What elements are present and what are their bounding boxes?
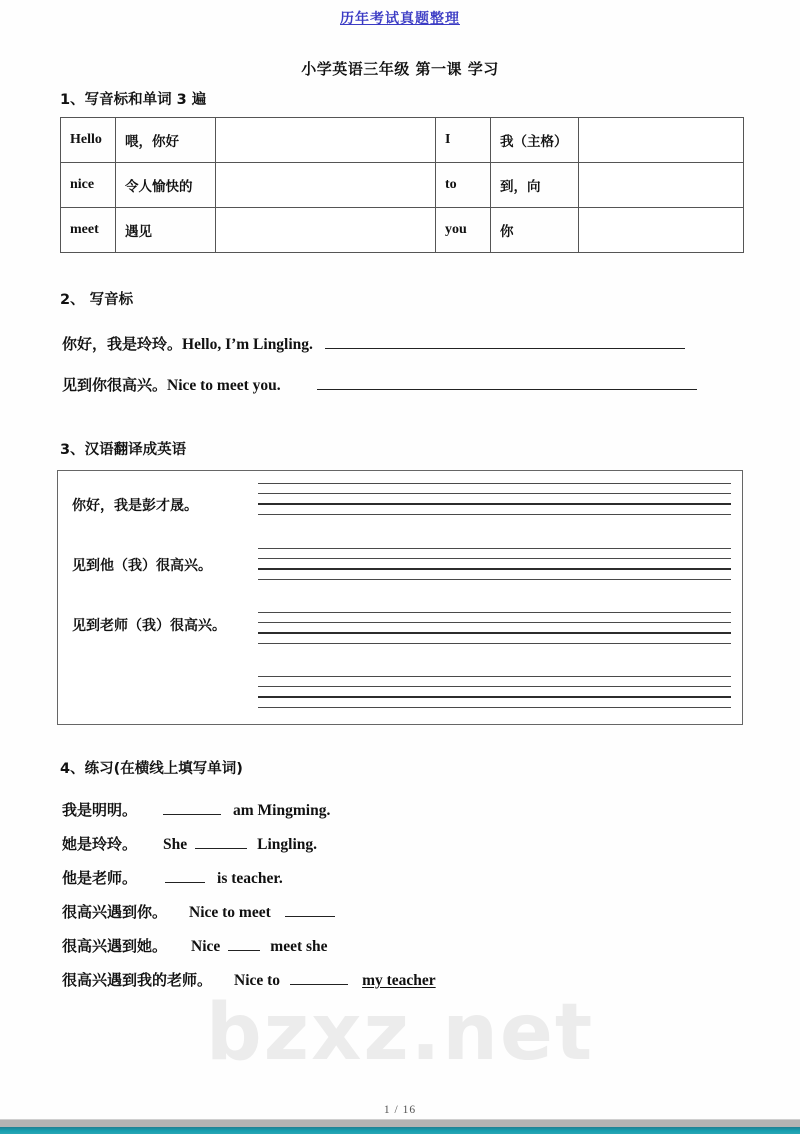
practice-left[interactable] bbox=[216, 118, 436, 163]
phonetic-cn-2: 见到你很高兴。 bbox=[62, 376, 168, 394]
exercise-answer-6: my teacher bbox=[362, 972, 436, 989]
meaning-right: 我（主格） bbox=[491, 118, 579, 163]
meaning-left: 遇见 bbox=[116, 208, 216, 253]
exercise-blank-1[interactable] bbox=[163, 802, 221, 815]
table-row bbox=[61, 208, 744, 253]
rule-line bbox=[258, 483, 731, 484]
rule-line bbox=[258, 558, 731, 559]
phonetic-en-1: Hello, I’m Lingling. bbox=[182, 336, 313, 353]
exercise-cn-2: 她是玲玲。 bbox=[62, 835, 138, 853]
exercise-post-1: am Mingming. bbox=[233, 802, 331, 819]
exercise-row-3 bbox=[62, 867, 283, 888]
phonetic-row-1 bbox=[62, 333, 685, 354]
rule-line bbox=[258, 622, 731, 623]
exercise-pre-4: Nice to meet bbox=[189, 904, 271, 921]
rule-line-baseline bbox=[258, 568, 731, 570]
translation-prompts bbox=[58, 471, 255, 724]
section-1-heading: 1、写音标和单词 3 遍 bbox=[60, 92, 207, 108]
rule-line bbox=[258, 643, 731, 644]
exercise-blank-5[interactable] bbox=[228, 938, 260, 951]
rule-line-baseline bbox=[258, 696, 731, 698]
watermark-bzxz: bzxz.net bbox=[205, 988, 595, 1078]
vocabulary-table bbox=[60, 117, 744, 253]
exercise-post-2: Lingling. bbox=[257, 836, 318, 853]
writing-rule-group-2[interactable] bbox=[258, 548, 731, 589]
practice-right[interactable] bbox=[579, 208, 744, 253]
exercise-row-5 bbox=[62, 935, 328, 956]
rule-line bbox=[258, 514, 731, 515]
exercise-blank-3[interactable] bbox=[165, 870, 205, 883]
practice-right[interactable] bbox=[579, 118, 744, 163]
meaning-left: 喂，你好 bbox=[116, 118, 216, 163]
exercise-cn-3: 他是老师。 bbox=[62, 869, 138, 887]
section-4-heading: 4、练习(在横线上填写单词) bbox=[60, 761, 243, 777]
word-left: meet bbox=[61, 208, 116, 253]
translation-prompt-2: 见到他（我）很高兴。 bbox=[72, 558, 212, 574]
table-row bbox=[61, 118, 744, 163]
writing-rule-group-3[interactable] bbox=[258, 612, 731, 653]
rule-line bbox=[258, 548, 731, 549]
translation-prompt-3: 见到老师（我）很高兴。 bbox=[72, 618, 226, 634]
translation-exercise-box bbox=[57, 470, 743, 725]
word-left: Hello bbox=[61, 118, 116, 163]
word-right: to bbox=[436, 163, 491, 208]
exercise-cn-1: 我是明明。 bbox=[62, 801, 138, 819]
meaning-left: 令人愉快的 bbox=[116, 163, 216, 208]
exercise-blank-2[interactable] bbox=[195, 836, 247, 849]
phonetic-cn-1: 你好，我是玲玲。 bbox=[62, 335, 183, 353]
practice-left[interactable] bbox=[216, 208, 436, 253]
practice-left[interactable] bbox=[216, 163, 436, 208]
page-title: 小学英语三年级 第一课 学习 bbox=[301, 60, 499, 78]
meaning-right: 你 bbox=[491, 208, 579, 253]
phonetic-answer-line-1[interactable] bbox=[325, 335, 685, 349]
section-3-heading: 3、汉语翻译成英语 bbox=[60, 442, 187, 458]
rule-line bbox=[258, 493, 731, 494]
word-right: you bbox=[436, 208, 491, 253]
document-header bbox=[0, 8, 800, 28]
practice-right[interactable] bbox=[579, 163, 744, 208]
rule-line-baseline bbox=[258, 632, 731, 634]
phonetic-row-2 bbox=[62, 374, 697, 395]
exercise-post-3: is teacher. bbox=[217, 870, 283, 887]
writing-rule-group-4[interactable] bbox=[258, 676, 731, 717]
writing-rule-group-1[interactable] bbox=[258, 483, 731, 524]
word-left: nice bbox=[61, 163, 116, 208]
exercise-blank-4[interactable] bbox=[285, 904, 335, 917]
exercise-cn-6: 很高兴遇到我的老师。 bbox=[62, 971, 213, 989]
meaning-right: 到，向 bbox=[491, 163, 579, 208]
table-row bbox=[61, 163, 744, 208]
rule-line bbox=[258, 579, 731, 580]
exercise-cn-4: 很高兴遇到你。 bbox=[62, 903, 168, 921]
exercise-row-2 bbox=[62, 833, 317, 854]
exercise-blank-6[interactable] bbox=[290, 972, 348, 985]
rule-line bbox=[258, 612, 731, 613]
page-indicator: 1 / 16 bbox=[383, 1104, 417, 1116]
exercise-row-6 bbox=[62, 969, 436, 990]
phonetic-answer-line-2[interactable] bbox=[317, 376, 697, 390]
phonetic-en-2: Nice to meet you. bbox=[167, 377, 281, 394]
word-right: I bbox=[436, 118, 491, 163]
rule-line bbox=[258, 676, 731, 677]
exercise-pre-5: Nice bbox=[191, 938, 221, 955]
exercise-pre-2: She bbox=[163, 836, 188, 853]
exercise-pre-6: Nice to bbox=[234, 972, 281, 989]
translation-prompt-1: 你好，我是彭才晟。 bbox=[72, 498, 198, 514]
header-link[interactable]: 历年考试真题整理 bbox=[340, 12, 460, 27]
rule-line-baseline bbox=[258, 503, 731, 505]
exercise-cn-5: 很高兴遇到她。 bbox=[62, 937, 168, 955]
exercise-row-4 bbox=[62, 901, 335, 922]
bottom-accent-bar bbox=[0, 1127, 800, 1134]
rule-line bbox=[258, 686, 731, 687]
rule-line bbox=[258, 707, 731, 708]
exercise-post-5: meet she bbox=[270, 938, 328, 955]
section-2-heading: 2、 写音标 bbox=[60, 292, 134, 308]
exercise-row-1 bbox=[62, 799, 330, 820]
